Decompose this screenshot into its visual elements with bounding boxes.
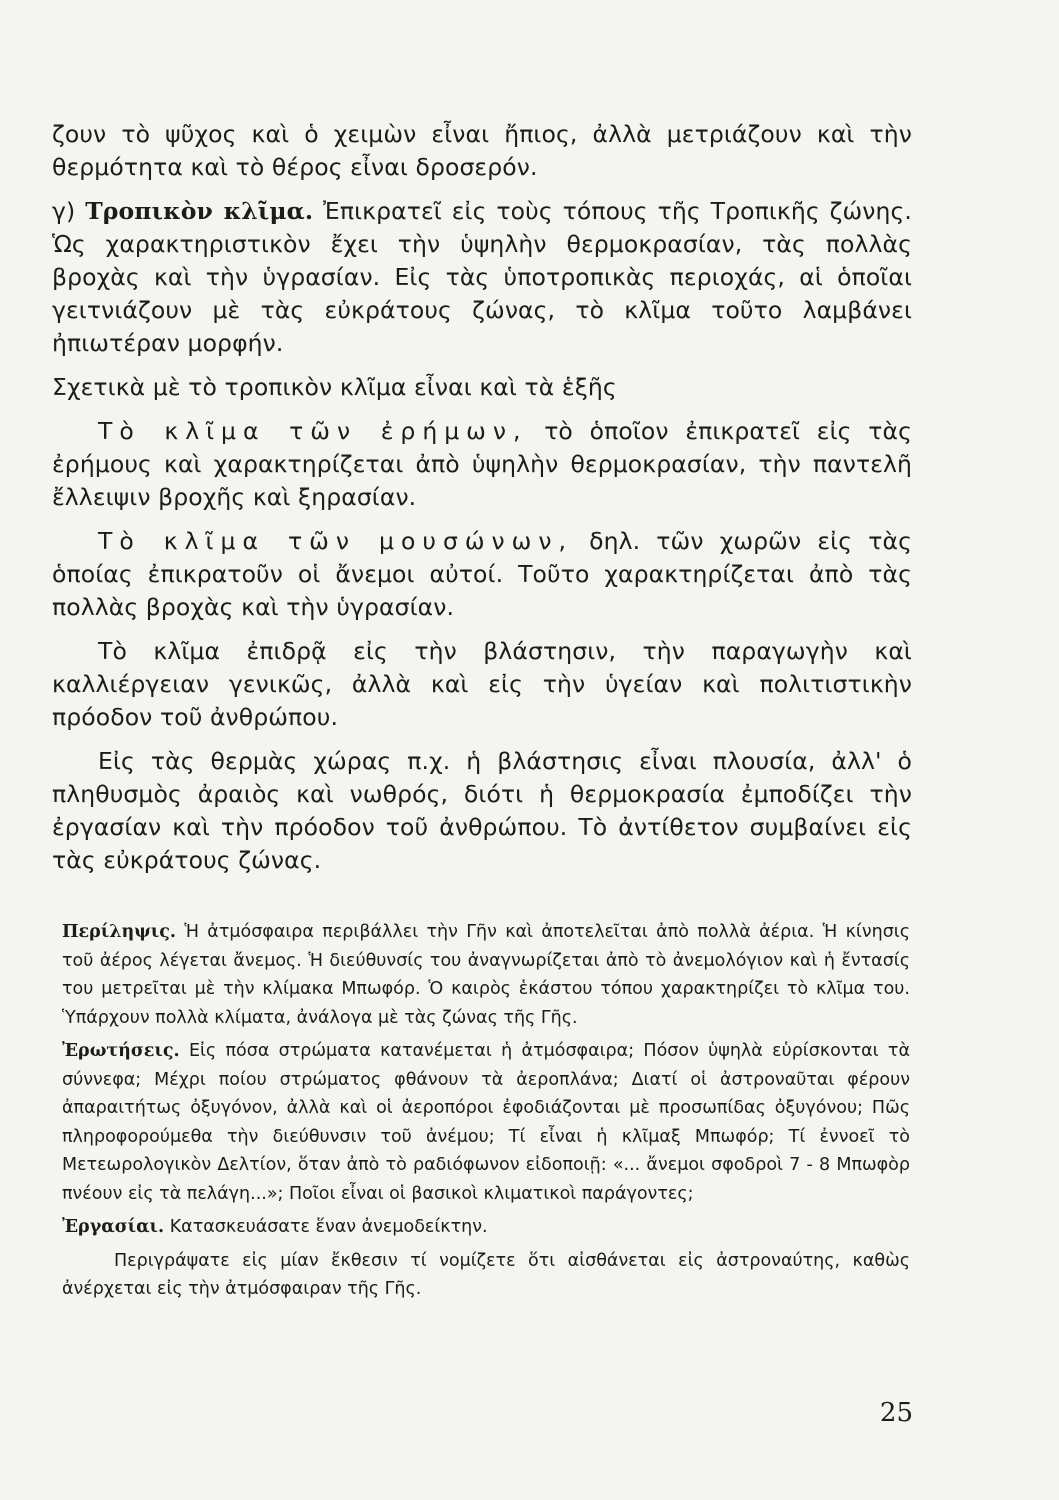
paragraph-hot-countries: Εἰς τὰς θερμὰς χώρας π.χ. ἡ βλάστησις εἶναι πλουσία, ἀλλ' ὁ πληθυσμὸς ἀραιὸς καὶ νωθρός, διότι ἡ θερμοκρασία ἐμποδίζει τὴν ἐργασίαν καὶ τὴν πρόοδον τοῦ ἀνθρώπου. Τὸ ἀντίθετον συμβαίνει εἰς τὰς εὐκράτους ζώνας. bbox=[52, 747, 912, 874]
summary-label: Περίληψις. bbox=[62, 922, 176, 942]
paragraph-related: Σχετικὰ μὲ τὸ τροπικὸν κλῖμα εἶναι καὶ τὰ ἑξῆς bbox=[52, 373, 617, 401]
page-number: 25 bbox=[879, 1398, 913, 1428]
term-desert-climate: Τὸ κλῖμα τῶν ἐρήμων, bbox=[98, 417, 528, 445]
paragraph-climate-effects: Τὸ κλῖμα ἐπιδρᾷ εἰς τὴν βλάστησιν, τὴν παραγωγὴν καὶ καλλιέργειαν γενικῶς, ἀλλὰ καὶ εἰς τὴν ὑγείαν καὶ πολιτιστικὴν πρόοδον τοῦ ἀνθρώπου. bbox=[52, 637, 912, 731]
tasks-paragraph-2: Περιγράψατε εἰς μίαν ἔκθεσιν τί νομίζετε ὅτι αἰσθάνεται εἰς ἀστροναύτης, καθὼς ἀνέρχεται εἰς τὴν ἀτμόσφαιραν τῆς Γῆς. bbox=[62, 1250, 910, 1299]
questions-label: Ἐρωτήσεις. bbox=[62, 1041, 180, 1061]
chapter-summary-block bbox=[62, 918, 910, 1309]
main-text bbox=[52, 118, 912, 888]
questions-paragraph: Ἐρωτήσεις. Εἰς πόσα στρώματα κατανέμεται ἡ ἀτμόσφαιρα; Πόσον ὑψηλὰ εὑρίσκονται τὰ σύννεφα; Μέχρι ποίου στρώματος φθάνουν τὰ ἀεροπλάνα; Διατί οἱ ἀστροναῦται φέρουν ἀπαραιτήτως ὀξυγόνον, ἀλλὰ καὶ οἱ ἀεροπόροι ἐφοδιάζονται μὲ προσωπίδας ὀξυγόνου; Πῶς πληροφορούμεθα τὴν διεύθυνσιν τοῦ ἀνέμου; Τί εἶναι ἡ κλῖμαξ Μπωφόρ; Τί ἐννοεῖ τὸ Μετεωρολογικὸν Δελτίον, ὅταν ἀπὸ τὸ ραδιόφωνον εἰδοποιῇ: «... ἄνεμοι σφοδροὶ 7 - 8 Μπωφὸρ πνέουν εἰς τὰ πελάγη...»; Ποῖοι εἶναι οἱ βασικοὶ κλιματικοὶ παράγοντες; bbox=[62, 1041, 910, 1204]
tasks-paragraph: Ἐργασίαι. Κατασκευάσατε ἕναν ἀνεμοδείκτην. bbox=[62, 1217, 488, 1237]
paragraph-tropical-climate: γ) Τροπικὸν κλῖμα. Ἐπικρατεῖ εἰς τοὺς τόπους τῆς Τροπικῆς ζώνης. Ὡς χαρακτηριστικὸν ἔχει τὴν ὑψηλὴν θερμοκρασίαν, τὰς πολλὰς βροχὰς καὶ τὴν ὑγρασίαν. Εἰς τὰς ὑποτροπικὰς περιοχάς, αἱ ὁποῖαι γειτνιάζουν μὲ τὰς εὐκράτους ζώνας, τὸ κλῖμα τοῦτο λαμβάνει ἠπιωτέραν μορφήν. bbox=[52, 197, 912, 357]
paragraph-monsoon-climate: Τὸ κλῖμα τῶν μουσώνων, δηλ. τῶν χωρῶν εἰς τὰς ὁποίας ἐπικρατοῦν οἱ ἄνεμοι αὐτοί. Τοῦτο χαρακτηρίζεται ἀπὸ τὰς πολλὰς βροχὰς καὶ τὴν ὑγρασίαν. bbox=[52, 527, 912, 621]
paragraph-continuation: ζουν τὸ ψῦχος καὶ ὁ χειμὼν εἶναι ἤπιος, ἀλλὰ μετριάζουν καὶ τὴν θερμότητα καὶ τὸ θέρος εἶναι δροσερόν. bbox=[52, 120, 912, 181]
tasks-label: Ἐργασίαι. bbox=[62, 1217, 165, 1237]
paragraph-desert-climate: Τὸ κλῖμα τῶν ἐρήμων, τὸ ὁποῖον ἐπικρατεῖ εἰς τὰς ἐρήμους καὶ χαρακτηρίζεται ἀπὸ ὑψηλὴν θερμοκρασίαν, τὴν παντελῆ ἔλλειψιν βροχῆς καὶ ξηρασίαν. bbox=[52, 417, 912, 511]
term-monsoon-climate: Τὸ κλῖμα τῶν μουσώνων, bbox=[98, 527, 573, 555]
summary-paragraph: Περίληψις. Ἡ ἀτμόσφαιρα περιβάλλει τὴν Γῆν καὶ ἀποτελεῖται ἀπὸ πολλὰ ἀέρια. Ἡ κίνησις τοῦ ἀέρος λέγεται ἄνεμος. Ἡ διεύθυνσίς του ἀναγνωρίζεται ἀπὸ τὸ ἀνεμολόγιον καὶ ἡ ἔντασίς του μετρεῖται μὲ τὴν κλίμακα Μπωφόρ. Ὁ καιρὸς ἑκάστου τόπου χαρακτηρίζει τὸ κλῖμα του. Ὑπάρχουν πολλὰ κλίματα, ἀνάλογα μὲ τὰς ζώνας τῆς Γῆς. bbox=[62, 922, 910, 1028]
section-heading-tropical: Τροπικὸν κλῖμα. bbox=[85, 197, 314, 225]
